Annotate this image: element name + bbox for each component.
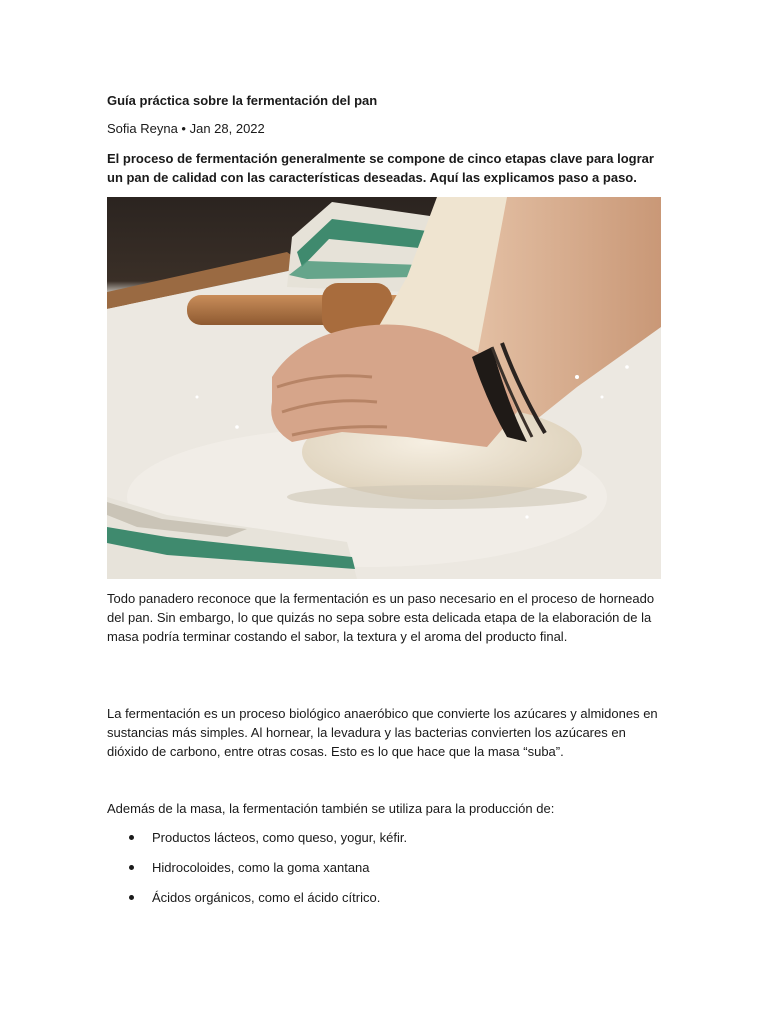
list-item: [107, 828, 663, 858]
paragraph-uses: Además de la masa, la fermentación también se utiliza para la producción de:: [107, 801, 555, 816]
bullet-icon: [129, 895, 134, 900]
list-item-text: Productos lácteos, como queso, yogur, kéfir.: [152, 830, 408, 845]
bullet-icon: [129, 835, 134, 840]
list-item-text: Ácidos orgánicos, como el ácido cítrico.: [152, 890, 381, 905]
photo-illustration: [107, 197, 661, 579]
article-lede: El proceso de fermentación generalmente se compone de cinco etapas clave para lograr un pan de calidad con las características deseadas. Aquí las explicamos paso a paso.: [107, 151, 654, 185]
uses-list: [107, 828, 663, 918]
paragraph-definition: La fermentación es un proceso biológico anaeróbico que convierte los azúcares y almidones en sustancias más simples. Al hornear, la levadura y las bacterias convierten los azúcares en dióxido de carbono, entre otras cosas. Esto es lo que hace que la masa “suba”.: [107, 706, 658, 759]
kneading-dough-photo: [107, 197, 661, 579]
list-item: [107, 888, 663, 918]
list-item: [107, 858, 663, 888]
article-title: Guía práctica sobre la fermentación del pan: [107, 93, 378, 108]
bullet-icon: [129, 865, 134, 870]
article-byline: Sofia Reyna • Jan 28, 2022: [107, 121, 265, 136]
list-item-text: Hidrocoloides, como la goma xantana: [152, 860, 370, 875]
paragraph-intro: Todo panadero reconoce que la fermentación es un paso necesario en el proceso de horneado del pan. Sin embargo, lo que quizás no sepa sobre esta delicada etapa de la elaboración de la masa podría terminar costando el sabor, la textura y el aroma del producto final.: [107, 591, 655, 644]
